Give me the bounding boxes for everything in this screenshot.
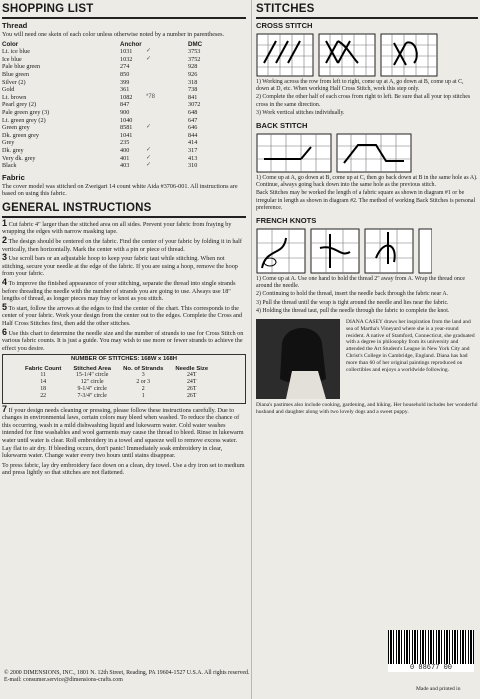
check-mark [146, 79, 188, 87]
instruction-text: To start, follow the arrows at the edges to find the center of the chart. This corresponds to the center of your fabric. Work your design from the center out to the edges. Complete the Cross and Half Cross Stitches first, then add the other stitches. [2, 304, 243, 327]
back-stitch-steps [256, 175, 478, 212]
instruction-number: 4 [2, 277, 8, 288]
thread-row [2, 56, 246, 64]
thread-row [2, 109, 246, 117]
fabric-table-row [19, 386, 214, 393]
bio-paragraph-1: DIANA CASEY draws her inspiration from the land and sea of Martha's Vineyard where she is a year-round resident. A native of Stamford, Connecticut, she graduated with a degree in philosophy from its university and attended the Art Student's League in New York City and Christ's College in Cambridge, England. Diana has had more than 60 of her original paintings reproduced on collectibles and enjoys a worldwide following. [346, 319, 475, 373]
thread-row [2, 162, 246, 170]
anchor-number: 900 [120, 108, 130, 116]
fabric-table-cell: 24T [186, 379, 197, 386]
instruction-item-3 [2, 254, 246, 278]
cross-stitch-diagram-1 [256, 33, 314, 77]
anchor-number: 400 [120, 146, 130, 154]
th-stitched-area: Stitched Area [73, 365, 112, 372]
stitch-step: 1) Come up at A, go down at B, come up at C, then go back down at B in the same hole as A). Continue, always going back down into the same hole as the previous stitch. [256, 175, 478, 189]
anchor-number: 403 [120, 162, 130, 170]
dmc-number: 738 [188, 86, 198, 94]
fabric-table-cell: 18 [40, 385, 47, 392]
thread-color: Green grey [2, 124, 30, 132]
general-instructions-list [2, 217, 246, 353]
fabric-text: The cover model was stitched on Zweigart 14 count white Aida #3706-001. All instructions are based on using this fabric. [2, 182, 238, 198]
header-mark [146, 41, 188, 49]
instruction-item-2 [2, 237, 246, 253]
th-needle-size: Needle Size [175, 365, 209, 372]
anchor-number: 847 [120, 101, 130, 109]
right-column [256, 0, 480, 416]
header-color: Color [2, 40, 19, 48]
stitch-step: 2) Complete the other half of each cross from right to left. Be sure that all your top stitches cross in the same direction. [256, 94, 471, 108]
instruction-number: 3 [2, 252, 8, 263]
anchor-number: 1032 [120, 55, 133, 63]
thread-color: Ice blue [2, 55, 22, 63]
fabric-table-row [19, 379, 214, 386]
instruction-text: Cut fabric 4" larger than the stitched area on all sides. Prevent your fabric from fraying by wrapping the edges with narrow masking tape. [2, 220, 232, 236]
fabric-table-cell: 24T [186, 372, 197, 379]
bio-paragraph-2: Diana's pastimes also include cooking, gardening, and hiking. Her household includes her wonderful husband and daughter along with two lovely dogs and a sweet puppy. [256, 402, 478, 415]
general-rule [2, 216, 246, 218]
french-knot-steps [256, 276, 478, 315]
french-knot-diagram-1 [256, 228, 306, 274]
fabric-table-cell: 9-1/4" circle [77, 385, 107, 392]
stitches-rule [256, 17, 478, 19]
thread-row [2, 147, 246, 155]
check-mark: ✓ [146, 48, 152, 55]
instruction-text: The design should be centered on the fabric. Find the center of your fabric by folding it in half vertically, then horizontally. Mark the center with a pin or piece of thread. [2, 238, 242, 253]
thread-color: Grey [2, 139, 15, 147]
thread-color: Black [2, 162, 17, 170]
artist-photo [256, 319, 340, 399]
made-in-text: Made and printed in [416, 686, 461, 692]
left-column [0, 0, 248, 477]
back-stitch-diagram-1 [256, 133, 332, 173]
dmc-number: 310 [188, 162, 198, 170]
anchor-number: 399 [120, 78, 130, 86]
french-knot-diagram-4 [418, 228, 432, 274]
thread-row [2, 101, 246, 109]
instruction-number: 1 [2, 217, 8, 228]
fabric-table-cell: 11 [40, 372, 46, 379]
bio-text [340, 319, 478, 399]
back-stitch-heading: BACK STITCH [256, 121, 308, 131]
thread-row [2, 86, 246, 94]
barcode [388, 630, 474, 680]
fabric-table-cell: 26T [186, 385, 197, 392]
anchor-number: 1041 [120, 131, 133, 139]
stitch-step: 2) Continuing to hold the thread, insert the needle back through the fabric near A. [256, 291, 449, 298]
anchor-number: 1040 [120, 116, 133, 124]
check-mark [146, 132, 188, 140]
stitch-step: 3) Pull the thread until the wrap is tight around the needle and lies near the fabric. [256, 299, 449, 306]
fabric-table-row [19, 372, 214, 379]
thread-color: Dk. grey [2, 146, 24, 154]
anchor-number: 361 [120, 86, 130, 94]
instruction-text: To improve the finished appearance of your stitching, separate the thread into single strands before threading the needle with the number of strands you are going to use. Always use 18" lengths of thread, as longer pieces may fray or knot as you stitch. [2, 280, 236, 303]
thread-color: Pale green grey (3) [2, 108, 50, 116]
check-mark: ✓ [146, 146, 152, 153]
french-knot-diagram-2 [310, 228, 360, 274]
check-mark [146, 86, 188, 94]
thread-color: Pearl grey (2) [2, 101, 37, 109]
thread-color: Pale blue green [2, 63, 41, 71]
fabric-table-cell: 14 [40, 379, 47, 386]
barcode-number: 0 88677 00 [388, 664, 474, 672]
fabric-table-cell: 15-1/4" circle [76, 372, 109, 379]
fabric-table-cell: 3 [141, 372, 145, 379]
anchor-number: 8581 [120, 124, 133, 132]
fabric-table-cell: 22 [40, 392, 47, 399]
thread-row [2, 124, 246, 132]
anchor-number: 401 [120, 154, 130, 162]
dmc-number: 844 [188, 131, 198, 139]
barcode-bars [388, 630, 474, 664]
dmc-number: 317 [188, 146, 198, 154]
fabric-table-cell: 2 or 3 [136, 379, 151, 386]
th-strands: No. of Strands [123, 365, 164, 372]
check-mark [146, 63, 188, 71]
press-text: To press fabric, lay dry embroidery face down on a clean, dry towel. Use a dry iron set to medium and press lightly so that stitches are not flattened. [2, 461, 245, 477]
thread-table-header [2, 41, 246, 49]
anchor-number: 274 [120, 63, 130, 71]
thread-intro: You will need one skein of each color unless otherwise noted by a number in parentheses. [2, 31, 225, 38]
email-text: E-mail: consumer.service@dimensions-crafts.com [4, 677, 123, 684]
thread-heading: Thread [2, 21, 28, 30]
thread-color: Dk. green grey [2, 131, 39, 139]
anchor-number: 850 [120, 70, 130, 78]
thread-row [2, 117, 246, 125]
dmc-number: 926 [188, 70, 198, 78]
dmc-number: 648 [188, 108, 198, 116]
cross-stitch-diagram-2 [318, 33, 376, 77]
artist-bio [256, 319, 478, 399]
instruction-item-4 [2, 279, 246, 303]
fabric-table-row [19, 393, 214, 400]
instruction-item-5 [2, 301, 246, 328]
instruction-number: 6 [2, 326, 8, 337]
fabric-table-cell: 2 [141, 385, 145, 392]
stitch-step: 1) Working across the row from left to right, come up at A, go down at B, come up at C, down at D, etc. When working Half Cross Stitch, work this step only. [256, 79, 464, 93]
thread-row [2, 155, 246, 163]
check-mark: ✓ [146, 162, 152, 169]
back-stitch-diagram-2 [336, 133, 412, 173]
instruction-item-7 [2, 403, 246, 460]
dmc-number: 414 [188, 139, 198, 147]
thread-row [2, 94, 246, 102]
fabric-table-cell: 7-3/4" circle [77, 392, 107, 399]
thread-table [2, 48, 246, 170]
title-rule [2, 17, 246, 19]
instruction-number: 5 [2, 301, 8, 312]
dmc-number: 3072 [188, 101, 201, 109]
thread-color: Lt. green grey (2) [2, 116, 46, 124]
check-mark: ✓ [146, 55, 152, 62]
cross-stitch-steps [256, 79, 478, 117]
dmc-number: 3752 [188, 55, 201, 63]
instruction-number: 7 [2, 403, 8, 414]
stitch-count-title: NUMBER OF STITCHES: 168W x 168H [70, 356, 178, 363]
instruction-text: If your design needs cleaning or pressing, please follow these instructions carefully. Due to changes in environmental laws, certain colors may bleed when washed. To reduce the chance of this occurring, wash in a mild dishwashing liquid and lukewarm water. Cold water washes intended for fine washables and wool garments may cause the thread to bleed. Rinse in lukewarm water until water is clear. Roll embroidery in a towel and squeeze well to remove excess water. Lay flat to air dry. If bleeding occurs, don't panic! Immediately soak embroidery in clear, lukewarm water. Change water every two hours until stains disappear. [2, 406, 244, 460]
shopping-list-title: SHOPPING LIST [2, 3, 94, 15]
thread-row [2, 139, 246, 147]
thread-color: Lt. ice blue [2, 48, 31, 56]
footer [4, 670, 384, 684]
th-fabric-count: Fabric Count [25, 365, 62, 372]
instruction-number: 2 [2, 235, 8, 246]
back-stitch-diagrams [256, 133, 478, 173]
thread-row [2, 79, 246, 87]
fabric-count-table-box [2, 354, 246, 403]
copyright-text: © 2000 DIMENSIONS, INC., 1801 N. 12th Street, Reading, PA 19604-1527 U.S.A. All rights reserved. [4, 670, 250, 676]
dmc-number: 3753 [188, 48, 201, 56]
fabric-table-cell: 26T [186, 392, 197, 399]
check-mark [146, 139, 188, 147]
thread-color: Lt. brown [2, 93, 27, 101]
instruction-item-1 [2, 217, 246, 236]
check-mark: *78 [146, 93, 156, 100]
thread-color: Blue green [2, 70, 29, 78]
column-divider [251, 0, 252, 699]
check-mark [146, 71, 188, 79]
dmc-number: 646 [188, 124, 198, 132]
dmc-number: 318 [188, 78, 198, 86]
dmc-number: 841 [188, 93, 198, 101]
stitches-title: STITCHES [256, 3, 315, 15]
check-mark: ✓ [146, 154, 152, 161]
check-mark [146, 117, 188, 125]
dmc-number: 928 [188, 63, 198, 71]
header-dmc: DMC [188, 40, 203, 48]
thread-row [2, 63, 246, 71]
thread-color: Gold [2, 86, 15, 94]
french-knots-heading: FRENCH KNOTS [256, 216, 317, 226]
thread-row [2, 132, 246, 140]
general-instructions-title: GENERAL INSTRUCTIONS [2, 201, 152, 214]
fabric-table-cell: 12" circle [80, 379, 104, 386]
check-mark [146, 109, 188, 117]
stitch-step: 4) Holding the thread taut, pull the needle through the fabric to complete the knot. [256, 307, 450, 314]
stitch-step: Back Stitches may be worked the length of a fabric square as shown in diagram #1 or be irregular in length as shown in diagram #2. The method of working Back Stitches is personal preference. [256, 190, 476, 211]
cross-stitch-heading: CROSS STITCH [256, 21, 313, 30]
thread-row [2, 71, 246, 79]
fabric-heading: Fabric [2, 172, 25, 182]
thread-color: Very dk. grey [2, 154, 36, 162]
dmc-number: 413 [188, 154, 198, 162]
anchor-number: 235 [120, 139, 130, 147]
thread-row [2, 48, 246, 56]
stitch-step: 3) Work vertical stitches individually. [256, 109, 345, 116]
thread-color: Silver (2) [2, 78, 26, 86]
instruction-text: Use this chart to determine the needle size and the number of strands to use for Cross Stitch on various fabric counts. It is just a guide. You may wish to use more or fewer strands to achieve the effect you desire. [2, 329, 244, 352]
anchor-number: 1031 [120, 48, 133, 56]
french-knot-diagrams [256, 228, 478, 274]
dmc-number: 647 [188, 116, 198, 124]
header-anchor: Anchor [120, 40, 142, 48]
instruction-text: Use scroll bars or an adjustable hoop to keep your fabric taut while stitching. When not stitching, secure your needle at the edge of the fabric. If you are using a hoop, remove the hoop from your fabric. [2, 255, 238, 278]
cross-stitch-diagrams [256, 33, 478, 77]
anchor-number: 1082 [120, 93, 133, 101]
stitch-step: 1) Come up at A. Use one hand to hold the thread 2" away from A. Wrap the thread once around the needle. [256, 276, 465, 290]
cross-stitch-diagram-3 [380, 33, 438, 77]
check-mark: ✓ [146, 124, 152, 131]
fabric-table-cell: 1 [141, 392, 145, 399]
fabric-count-table [19, 366, 214, 400]
check-mark [146, 101, 188, 109]
instruction-item-6 [2, 326, 246, 353]
french-knot-diagram-3 [364, 228, 414, 274]
